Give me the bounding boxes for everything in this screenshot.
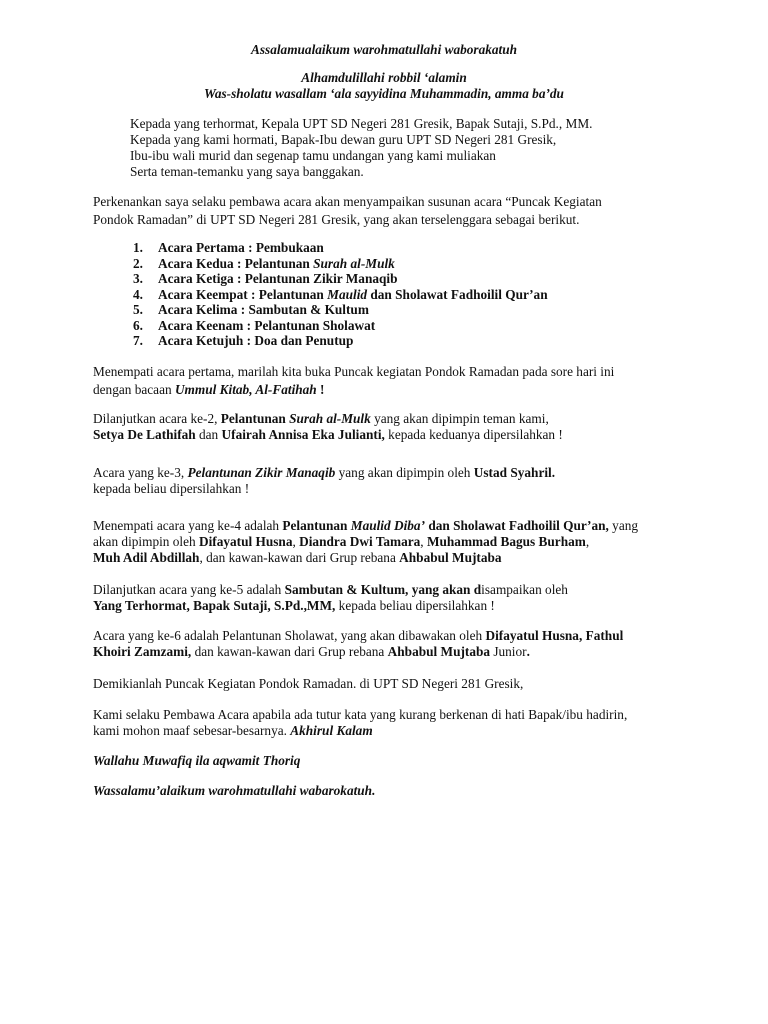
bold-text: . xyxy=(526,644,530,659)
text-line xyxy=(93,598,683,614)
closing-wallahu: Wallahu Muwafiq ila aqwamit Thoriq xyxy=(93,753,301,768)
bold-text: ! xyxy=(316,382,325,397)
text-span: Acara yang ke-6 adalah Pelantunan Sholawat, yang akan dibawakan oleh xyxy=(93,628,486,643)
paragraph-closing-note: Demikianlah Puncak Kegiatan Pondok Ramadan. di UPT SD Negeri 281 Gresik, xyxy=(93,676,524,691)
agenda-list xyxy=(93,240,653,349)
text-span: dan xyxy=(195,427,222,442)
text-span: yang akan dipimpin teman kami, xyxy=(370,411,549,426)
address-line: Ibu-ibu wali murid dan segenap tamu undangan yang kami muliakan xyxy=(130,148,496,163)
agenda-text-after: dan Sholawat Fadhoilil Qur’an xyxy=(367,286,548,302)
addressing-block xyxy=(130,116,690,180)
text-span: dan kawan-kawan dari Grup rebana xyxy=(191,644,388,659)
text-line xyxy=(93,582,683,598)
paragraph-act-3 xyxy=(93,465,683,497)
bold-text: Diandra Dwi Tamara xyxy=(299,534,421,549)
text-line xyxy=(93,644,683,660)
bold-text: Pelantunan xyxy=(220,411,290,426)
text-span: Dilanjutkan acara ke-2, xyxy=(93,411,221,426)
text-line xyxy=(93,628,683,644)
text-span: dengan bacaan xyxy=(93,382,175,397)
text-span: , xyxy=(585,534,590,549)
agenda-text: Acara Ketujuh : Doa dan Penutup xyxy=(158,333,354,348)
text-span: Junior xyxy=(490,644,527,659)
text-line xyxy=(93,518,683,534)
agenda-text: Acara Kelima : Sambutan & Kultum xyxy=(158,302,369,317)
hamdalah-line: Alhamdulillahi robbil ‘alamin xyxy=(301,70,467,85)
text-span: , xyxy=(292,534,300,549)
bold-text: Ustad Syahril. xyxy=(473,465,556,480)
paragraph-act-2 xyxy=(93,411,683,443)
paragraph-opening-act xyxy=(93,363,683,399)
text-line xyxy=(93,534,683,550)
text-line xyxy=(93,723,683,739)
text-span: , xyxy=(420,534,427,549)
text-line: Kami selaku Pembawa Acara apabila ada tutur kata yang kurang berkenan di hati Bapak/ibu hadirin, xyxy=(93,707,628,722)
agenda-text: Acara Pertama : Pembukaan xyxy=(158,240,324,255)
agenda-text: Acara Keenam : Pelantunan Sholawat xyxy=(158,317,376,333)
hamdalah-block xyxy=(0,70,768,102)
emphasis-text: Ummul Kitab, Al-Fatihah xyxy=(174,382,317,397)
address-line: Serta teman-temanku yang saya banggakan. xyxy=(130,164,364,179)
agenda-item xyxy=(93,333,653,349)
emphasis-text: Maulid Diba’ xyxy=(350,518,425,533)
paragraph-apology xyxy=(93,707,683,739)
bold-text: dan Sholawat Fadhoilil Qur’an, xyxy=(425,518,609,533)
agenda-number: 4. xyxy=(133,286,143,302)
bold-text: Setya De Lathifah xyxy=(93,427,196,442)
text-span: Menempati acara yang ke-4 adalah xyxy=(93,518,283,533)
bold-text: Difayatul Husna, Fathul xyxy=(485,628,624,643)
text-span: Acara yang ke-3, xyxy=(93,465,188,480)
opening-salam: Assalamualaikum warohmatullahi waborakatuh xyxy=(250,42,518,57)
text-span: kepada keduanya dipersilahkan ! xyxy=(384,427,563,442)
bold-text: Muh Adil Abdillah xyxy=(93,550,200,565)
emphasis-text: Akhirul Kalam xyxy=(290,723,373,738)
bold-text: Muhammad Bagus Burham xyxy=(426,534,586,549)
text-line: kepada beliau dipersilahkan ! xyxy=(93,481,250,496)
agenda-text: Acara Kedua : Pelantunan xyxy=(158,255,314,271)
text-line: Menempati acara pertama, marilah kita buka Puncak kegiatan Pondok Ramadan pada sore hari ini xyxy=(93,364,615,379)
agenda-number: 2. xyxy=(133,255,143,271)
agenda-item xyxy=(93,271,653,287)
text-line xyxy=(93,465,683,481)
agenda-text: Acara Ketiga : Pelantunan Zikir Manaqib xyxy=(158,271,398,286)
agenda-text: Acara Keempat : Pelantunan xyxy=(158,286,328,302)
bold-text: Yang Terhormat, Bapak Sutaji, S.Pd.,MM, xyxy=(93,598,336,613)
text-span: yang akan dipimpin oleh xyxy=(335,465,474,480)
text-line xyxy=(93,550,683,566)
bold-text: Khoiri Zamzami, xyxy=(93,644,192,659)
text-span: kami mohon maaf sebesar-besarnya. xyxy=(93,723,291,738)
bold-text: Sambutan & Kultum, yang akan d xyxy=(284,582,482,597)
text-span: Dilanjutkan acara yang ke-5 adalah xyxy=(93,582,285,597)
agenda-emphasis: Maulid xyxy=(327,286,368,302)
paragraph-act-5 xyxy=(93,582,683,614)
agenda-item xyxy=(93,302,653,318)
text-span: akan dipimpin oleh xyxy=(93,534,199,549)
agenda-number: 6. xyxy=(133,317,143,333)
bold-text: Difayatul Husna xyxy=(199,534,293,549)
text-line xyxy=(93,381,683,399)
closing-salam: Wassalamu’alaikum warohmatullahi wabarokatuh. xyxy=(93,783,376,798)
address-line: Kepada yang kami hormati, Bapak-Ibu dewan guru UPT SD Negeri 281 Gresik, xyxy=(130,132,557,147)
agenda-item xyxy=(93,256,653,272)
intro-line: Pondok Ramadan” di UPT SD Negeri 281 Gresik, yang akan terselenggara sebagai berikut. xyxy=(93,212,580,227)
bold-text: Pelantunan xyxy=(282,518,351,533)
sholawat-line: Was-sholatu wasallam ‘ala sayyidina Muhammadin, amma ba’du xyxy=(204,86,564,101)
text-span: kepada beliau dipersilahkan ! xyxy=(335,598,495,613)
text-span: , dan kawan-kawan dari Grup rebana xyxy=(199,550,400,565)
agenda-item xyxy=(93,287,653,303)
paragraph-act-4 xyxy=(93,518,683,566)
agenda-item xyxy=(93,240,653,256)
text-line xyxy=(93,427,683,443)
agenda-emphasis: Surah al-Mulk xyxy=(313,255,395,271)
agenda-number: 7. xyxy=(133,333,143,348)
agenda-number: 3. xyxy=(133,271,143,286)
bold-text: Ufairah Annisa Eka Julianti, xyxy=(221,427,385,442)
text-span: yang xyxy=(608,518,639,533)
text-span: isampaikan oleh xyxy=(481,582,568,597)
emphasis-text: Surah al-Mulk xyxy=(289,411,371,426)
agenda-number: 1. xyxy=(133,240,143,255)
agenda-item xyxy=(93,318,653,334)
intro-paragraph xyxy=(93,193,683,229)
text-line xyxy=(93,411,683,427)
agenda-number: 5. xyxy=(133,302,143,317)
paragraph-act-6 xyxy=(93,628,683,660)
intro-line: Perkenankan saya selaku pembawa acara akan menyampaikan susunan acara “Puncak Kegiatan xyxy=(93,194,602,209)
bold-text: Ahbabul Mujtaba xyxy=(399,550,502,565)
emphasis-text: Pelantunan Zikir Manaqib xyxy=(187,465,336,480)
address-line: Kepada yang terhormat, Kepala UPT SD Negeri 281 Gresik, Bapak Sutaji, S.Pd., MM. xyxy=(130,116,593,131)
bold-text: Ahbabul Mujtaba xyxy=(387,644,491,659)
